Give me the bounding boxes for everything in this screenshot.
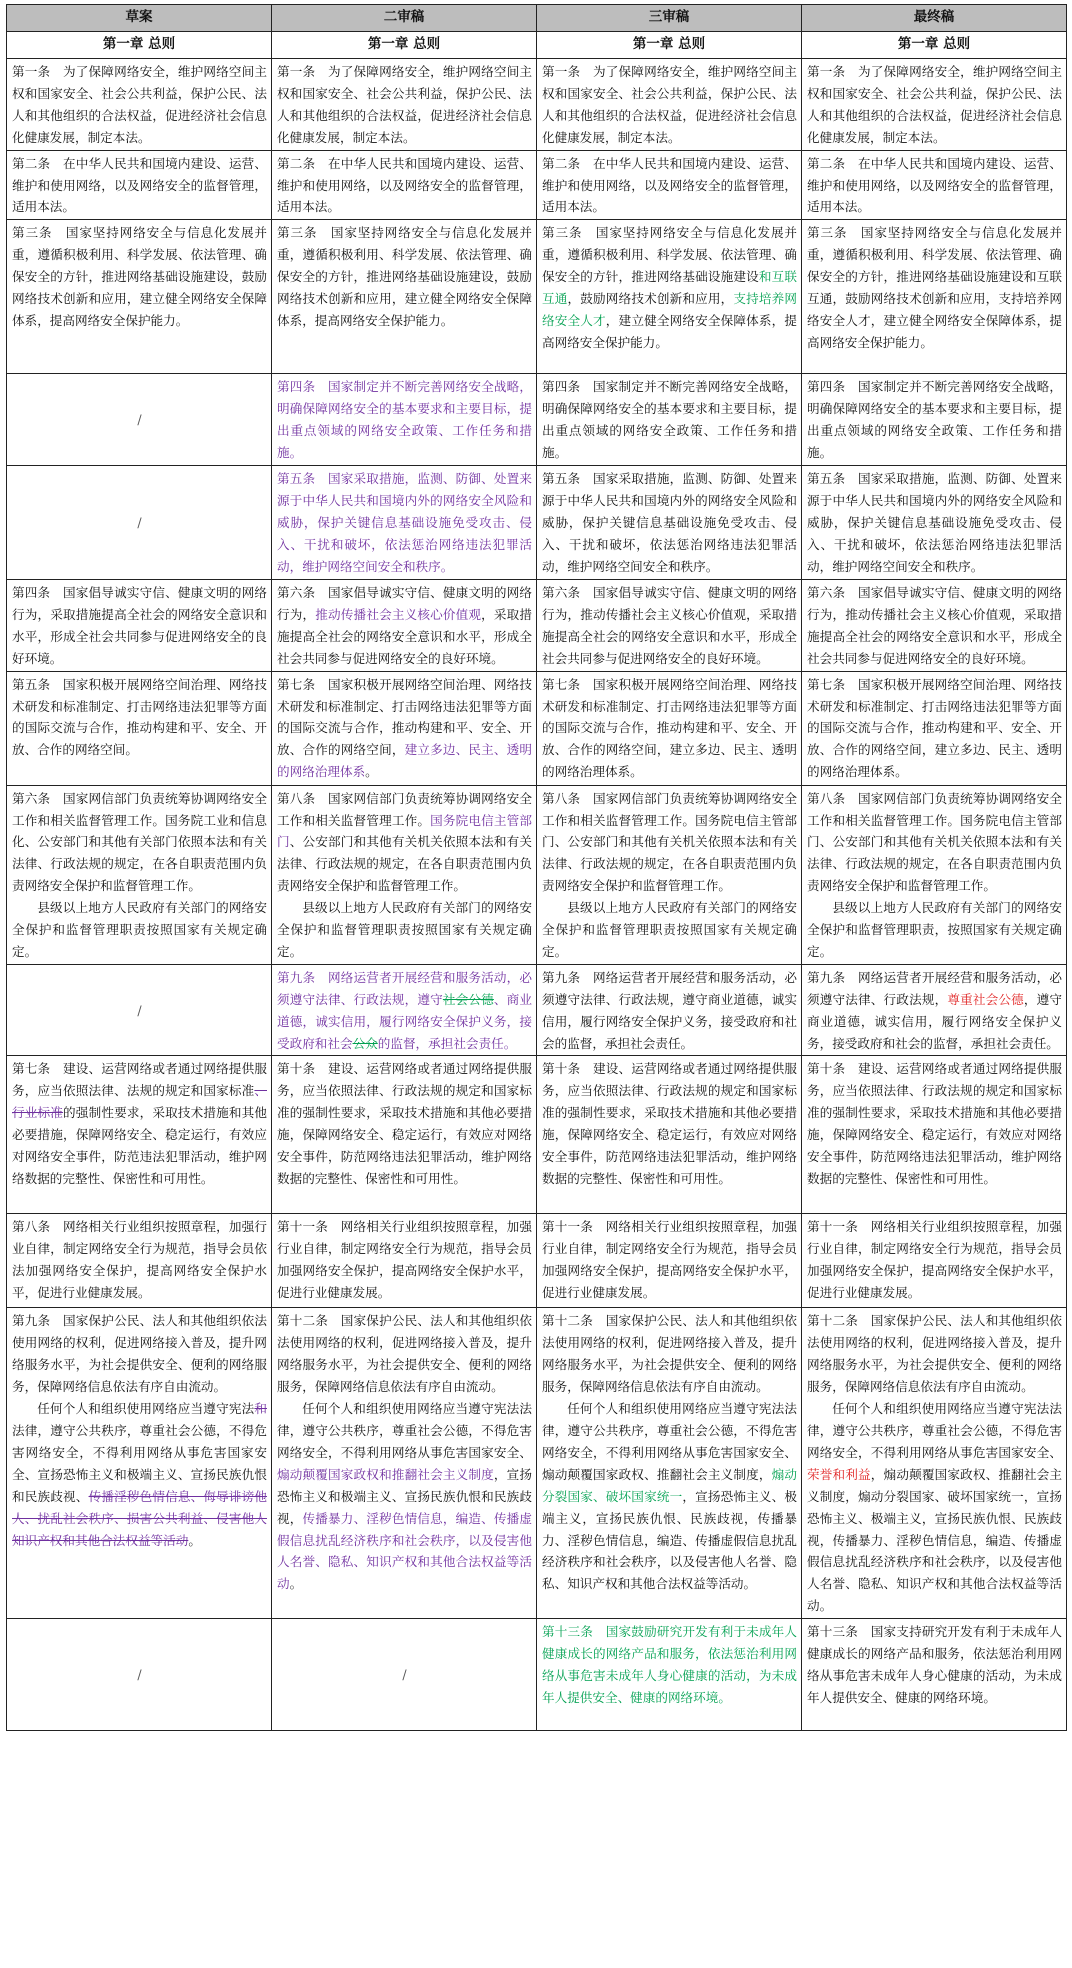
empty-cell-slash: / — [7, 1619, 272, 1731]
text-run: 县级以上地方人民政府有关部门的网络安全保护和监督管理职责按照国家有关规定确定。 — [12, 900, 267, 959]
article-paragraph — [542, 153, 797, 219]
cell-third — [537, 579, 802, 671]
highlighted-text: 传播暴力、淫秽色情信息，编造、传播虚假信息扰乱经济秩序和社会秩序，以及侵害他人名誉、隐私、知识产权和其他合法权益等活动 — [277, 1510, 533, 1592]
text-run: 第四条 国家制定并不断完善网络安全战略，明确保障网络安全的基本要求和主要目标，提出重点领域的网络安全政策、工作任务和措施。 — [807, 379, 1062, 461]
article-paragraph — [542, 897, 797, 963]
column-header-final: 最终稿 — [802, 5, 1067, 32]
text-run: 第一条 为了保障网络安全，维护网络空间主权和国家安全、社会公共利益，保护公民、法人和其他组织的合法权益，促进经济社会信息化健康发展，制定本法。 — [12, 64, 267, 145]
empty-cell-slash: / — [272, 1619, 537, 1731]
cell-final — [802, 671, 1067, 785]
highlighted-text: 传播淫秽色情信息、侮辱诽谤他人、扰乱社会秩序、损害公共利益、侵害他人知识产权和其他合法权益等活动 — [12, 1488, 268, 1548]
column-header-third-review: 三审稿 — [537, 5, 802, 32]
article-paragraph — [807, 1621, 1062, 1709]
highlighted-text: 、行业标准 — [12, 1083, 267, 1121]
cell-second — [272, 785, 537, 964]
cell-second — [272, 671, 537, 785]
article-paragraph — [542, 61, 797, 149]
highlighted-text: 第四条 国家制定并不断完善网络安全战略，明确保障网络安全的基本要求和主要目标，提出重点领域的网络安全政策、工作任务和措施。 — [277, 379, 532, 461]
text-run: 法律，遵守公共秩序，尊重社会公德，不得危害网络安全，不得利用网络从事危害国家安全、宣扬恐怖主义和极端主义、宣扬民族仇恨和民族歧视、 — [12, 1423, 267, 1504]
text-run: ，宣扬恐怖主义和极端主义、宣扬民族仇恨和民族歧视， — [277, 1466, 533, 1526]
text-run: 第二条 在中华人民共和国境内建设、运营、维护和使用网络，以及网络安全的监督管理，适用本法。 — [542, 155, 797, 215]
cell-draft — [7, 1308, 272, 1619]
text-run: 县级以上地方人民政府有关部门的网络安全保护和监督管理职责，按照国家有关规定确定。 — [807, 900, 1062, 959]
cell-third — [537, 1214, 802, 1308]
text-run: 第十一条 网络相关行业组织按照章程，加强行业自律，制定网络安全行为规范，指导会员加强网络安全保护，提高网络安全保护水平，促进行业健康发展。 — [277, 1219, 532, 1301]
text-run: 第三条 国家坚持网络安全与信息化发展并重，遵循积极利用、科学发展、依法管理、确保安全的方针，推进网络基础设施建设，鼓励网络技术创新和应用，建立健全网络安全保障体系，提高网络安全保护能力。 — [277, 225, 532, 328]
article-paragraph — [277, 1216, 532, 1304]
text-run: 第五条 国家采取措施，监测、防御、处置来源于中华人民共和国境内外的网络安全风险和威胁，保护关键信息基础设施免受攻击、侵入、干扰和破坏，依法惩治网络违法犯罪活动，维护网络空间安全和秩序。 — [542, 470, 797, 574]
cell-second — [272, 465, 537, 579]
text-run: 第八条 国家网信部门负责统筹协调网络安全工作和相关监督管理工作。 — [277, 790, 532, 828]
text-run: 第十条 建设、运营网络或者通过网络提供服务，应当依照法律、行政法规的规定和国家标准的强制性要求，采取技术措施和其他必要措施，保障网络安全、稳定运行，有效应对网络安全事件，防范网络违法犯罪活动，维护网络数据的完整性、保密性和可用性。 — [542, 1061, 797, 1186]
article-paragraph — [542, 582, 797, 670]
article-paragraph — [277, 967, 532, 1055]
text-run: 第五条 国家采取措施，监测、防御、处置来源于中华人民共和国境内外的网络安全风险和威胁，保护关键信息基础设施免受攻击、侵入、干扰和破坏，依法惩治网络违法犯罪活动，维护网络空间安全和秩序。 — [807, 470, 1062, 574]
text-run: 第八条 网络相关行业组织按照章程，加强行业自律，制定网络安全行为规范，指导会员依法加强网络安全保护，提高网络安全保护水平，促进行业健康发展。 — [12, 1219, 267, 1301]
article-paragraph — [542, 222, 797, 353]
empty-cell-slash: / — [7, 374, 272, 466]
text-run: 第九条 国家保护公民、法人和其他组织依法使用网络的权利，促进网络接入普及，提升网络服务水平，为社会提供安全、便利的网络服务，保障网络信息依法有序自由流动。 — [12, 1313, 267, 1395]
column-header-draft: 草案 — [7, 5, 272, 32]
text-run: 县级以上地方人民政府有关部门的网络安全保护和监督管理职责按照国家有关规定确定。 — [542, 900, 797, 959]
text-run: 第十二条 国家保护公民、法人和其他组织依法使用网络的权利，促进网络接入普及，提升网络服务水平，为社会提供安全、便利的网络服务，保障网络信息依法有序自由流动。 — [807, 1313, 1062, 1395]
cell-second — [272, 579, 537, 671]
article-paragraph — [277, 1398, 532, 1595]
article-paragraph — [12, 674, 267, 762]
text-run: 第十一条 网络相关行业组织按照章程，加强行业自律，制定网络安全行为规范，指导会员加强网络安全保护，提高网络安全保护水平，促进行业健康发展。 — [542, 1219, 797, 1301]
text-run: 第十条 建设、运营网络或者通过网络提供服务，应当依照法律、行政法规的规定和国家标准的强制性要求，采取技术措施和其他必要措施，保障网络安全、稳定运行，有效应对网络安全事件，防范网络违法犯罪活动，维护网络数据的完整性、保密性和可用性。 — [807, 1061, 1062, 1186]
article-paragraph — [542, 788, 797, 898]
article-paragraph — [807, 967, 1062, 1055]
text-run: 第一条 为了保障网络安全，维护网络空间主权和国家安全、社会公共利益，保护公民、法人和其他组织的合法权益，促进经济社会信息化健康发展，制定本法。 — [807, 64, 1062, 145]
cell-third — [537, 671, 802, 785]
cell-draft — [7, 220, 272, 374]
text-run: 第三条 国家坚持网络安全与信息化发展并重，遵循积极利用、科学发展、依法管理、确保安全的方针，推进网络基础设施建设 — [542, 225, 797, 285]
article-paragraph — [807, 222, 1062, 353]
highlighted-text: 、商业道德，诚实信用，履行网络安全保护义务，接受政府和社会 — [277, 991, 533, 1051]
law-comparison-document — [6, 4, 1066, 1731]
cell-third — [537, 785, 802, 964]
cell-final — [802, 964, 1067, 1056]
text-run: 第三条 国家坚持网络安全与信息化发展并重，遵循积极利用、科学发展、依法管理、确保安全的方针，推进网络基础设施建设，鼓励网络技术创新和应用，建立健全网络安全保障体系，提高网络安全保护能力。 — [12, 225, 267, 328]
text-run: 第一条 为了保障网络安全，维护网络空间主权和国家安全、社会公共利益，保护公民、法人和其他组织的合法权益，促进经济社会信息化健康发展，制定本法。 — [542, 64, 797, 145]
article-paragraph — [12, 222, 267, 332]
cell-final — [802, 1056, 1067, 1214]
cell-draft — [7, 150, 272, 220]
empty-cell-slash: / — [7, 964, 272, 1056]
article-paragraph — [807, 674, 1062, 784]
text-run: 第八条 国家网信部门负责统筹协调网络安全工作和相关监督管理工作。国务院电信主管部门、公安部门和其他有关机关依照本法和有关法律、行政法规的规定，在各自职责范围内负责网络安全保护和监督管理工作。 — [542, 790, 797, 894]
cell-draft — [7, 579, 272, 671]
text-run: ，宣扬恐怖主义、极端主义，宣扬民族仇恨、民族歧视，传播暴力、淫秽色情信息，编造、传播虚假信息扰乱经济秩序和社会秩序，以及侵害他人名誉、隐私、知识产权和其他合法权益等活动。 — [542, 1488, 798, 1592]
highlighted-text: 和 — [254, 1401, 267, 1417]
chapter-heading: 第一章 总则 — [272, 32, 537, 59]
text-run: 。 — [365, 764, 378, 780]
cell-draft — [7, 59, 272, 151]
article-row — [7, 785, 1067, 964]
highlighted-text: 和互联互通 — [542, 269, 798, 307]
chapter-heading: 第一章 总则 — [7, 32, 272, 59]
text-run: 。 — [289, 1576, 303, 1592]
cell-third — [537, 220, 802, 374]
cell-second — [272, 1214, 537, 1308]
text-run: 第三条 国家坚持网络安全与信息化发展并重，遵循积极利用、科学发展、依法管理、确保安全的方针，推进网络基础设施建设和互联互通，鼓励网络技术创新和应用，支持培养网络安全人才，建立健全网络安全保障体系，提高网络安全保护能力。 — [807, 225, 1062, 350]
cell-final — [802, 1308, 1067, 1619]
text-run: 第七条 国家积极开展网络空间治理、网络技术研发和标准制定、打击网络违法犯罪等方面的国际交流与合作，推动构建和平、安全、开放、合作的网络空间，建立多边、民主、透明的网络治理体系。 — [542, 676, 797, 780]
cell-final — [802, 1619, 1067, 1731]
text-run: 第四条 国家制定并不断完善网络安全战略，明确保障网络安全的基本要求和主要目标，提出重点领域的网络安全政策、工作任务和措施。 — [542, 379, 797, 461]
article-row — [7, 671, 1067, 785]
cell-final — [802, 1214, 1067, 1308]
article-paragraph — [277, 222, 532, 332]
article-paragraph — [12, 788, 267, 898]
article-row — [7, 374, 1067, 466]
text-run: 第五条 国家积极开展网络空间治理、网络技术研发和标准制定、打击网络违法犯罪等方面的国际交流与合作，推动构建和平、安全、开放、合作的网络空间。 — [12, 676, 267, 758]
text-run: ，鼓励网络技术创新和应用， — [567, 291, 734, 307]
article-paragraph — [12, 1398, 267, 1551]
article-paragraph — [277, 582, 532, 670]
highlighted-text: 荣誉和利益 — [807, 1466, 871, 1482]
cell-third — [537, 150, 802, 220]
cell-second — [272, 1308, 537, 1619]
article-row — [7, 150, 1067, 220]
text-run: 第九条 网络运营者开展经营和服务活动，必须遵守法律、行政法规，遵守商业道德，诚实信用，履行网络安全保护义务，接受政府和社会的监督，承担社会责任。 — [542, 969, 797, 1051]
article-paragraph — [542, 1058, 797, 1189]
cell-third — [537, 964, 802, 1056]
article-paragraph — [12, 1216, 267, 1304]
column-header-second-review: 二审稿 — [272, 5, 537, 32]
text-run: 任何个人和组织使用网络应当遵守宪法 — [37, 1401, 255, 1417]
highlighted-text: 建立多边、民主、透明的网络治理体系 — [277, 742, 533, 780]
article-paragraph — [807, 788, 1062, 898]
article-paragraph — [807, 582, 1062, 670]
article-paragraph — [807, 153, 1062, 219]
article-row — [7, 1308, 1067, 1619]
text-run: 第十二条 国家保护公民、法人和其他组织依法使用网络的权利，促进网络接入普及，提升网络服务水平，为社会提供安全、便利的网络服务，保障网络信息依法有序自由流动。 — [277, 1313, 532, 1395]
chapter-row — [7, 32, 1067, 59]
text-run: 县级以上地方人民政府有关部门的网络安全保护和监督管理职责按照国家有关规定确定。 — [277, 900, 532, 959]
text-run: 任何个人和组织使用网络应当遵守宪法法律，遵守公共秩序，尊重社会公德，不得危害网络安全，不得利用网络从事危害国家安全、 — [807, 1401, 1062, 1460]
article-paragraph — [12, 61, 267, 149]
text-run: 第一条 为了保障网络安全，维护网络空间主权和国家安全、社会公共利益，保护公民、法人和其他组织的合法权益，促进经济社会信息化健康发展，制定本法。 — [277, 64, 532, 145]
cell-final — [802, 465, 1067, 579]
highlighted-text: 国务院电信主管部门 — [277, 812, 533, 850]
cell-third — [537, 1056, 802, 1214]
article-row — [7, 1214, 1067, 1308]
article-row — [7, 964, 1067, 1056]
text-run: ，采取措施提高全社会的网络安全意识和水平，形成全社会共同参与促进网络安全的良好环境。 — [277, 606, 533, 666]
article-paragraph — [12, 897, 267, 963]
text-run: 第十二条 国家保护公民、法人和其他组织依法使用网络的权利，促进网络接入普及，提升网络服务水平，为社会提供安全、便利的网络服务，保障网络信息依法有序自由流动。 — [542, 1313, 797, 1395]
highlighted-text: 第十三条 国家鼓励研究开发有利于未成年人健康成长的网络产品和服务，依法惩治利用网络从事危害未成年人身心健康的活动，为未成年人提供安全、健康的网络环境。 — [542, 1624, 797, 1705]
cell-second — [272, 1056, 537, 1214]
cell-draft — [7, 671, 272, 785]
text-run: 第九条 网络运营者开展经营和服务活动，必须遵守法律、行政法规， — [807, 969, 1062, 1007]
cell-final — [802, 150, 1067, 220]
article-paragraph — [542, 1310, 797, 1398]
text-run: ，建立健全网络安全保障体系，提高网络安全保护能力。 — [542, 312, 798, 350]
text-run: 。 — [188, 1532, 201, 1548]
text-run: 第六条 国家倡导诚实守信、健康文明的网络行为， — [277, 584, 532, 622]
article-paragraph — [12, 153, 267, 219]
text-run: ，遵守商业道德，诚实信用，履行网络安全保护义务，接受政府和社会的监督，承担社会责任。 — [807, 991, 1063, 1051]
cell-final — [802, 220, 1067, 374]
article-row — [7, 1619, 1067, 1731]
text-run: 任何个人和组织使用网络应当遵守宪法法律，遵守公共秩序，尊重社会公德，不得危害网络安全，不得利用网络从事危害国家安全、 — [277, 1401, 532, 1460]
highlighted-text: 煽动分裂国家、破坏国家统一 — [542, 1466, 798, 1504]
article-paragraph — [277, 788, 532, 898]
text-run: 第十三条 国家支持研究开发有利于未成年人健康成长的网络产品和服务，依法惩治利用网络从事危害未成年人身心健康的活动，为未成年人提供安全、健康的网络环境。 — [807, 1624, 1062, 1705]
cell-second — [272, 150, 537, 220]
article-row — [7, 59, 1067, 151]
text-run: 第四条 国家倡导诚实守信、健康文明的网络行为，采取措施提高全社会的网络安全意识和水平，形成全社会共同参与促进网络安全的良好环境。 — [12, 584, 267, 666]
article-paragraph — [807, 1058, 1062, 1189]
article-paragraph — [542, 468, 797, 578]
highlighted-text: 公众 — [352, 1035, 378, 1051]
cell-draft — [7, 785, 272, 964]
article-paragraph — [277, 468, 532, 578]
text-run: 第七条 国家积极开展网络空间治理、网络技术研发和标准制定、打击网络违法犯罪等方面的国际交流与合作，推动构建和平、安全、开放、合作的网络空间，建立多边、民主、透明的网络治理体系。 — [807, 676, 1062, 780]
text-run: 第二条 在中华人民共和国境内建设、运营、维护和使用网络，以及网络安全的监督管理，适用本法。 — [277, 155, 532, 215]
chapter-heading: 第一章 总则 — [537, 32, 802, 59]
highlighted-text: 推动传播社会主义核心价值观 — [315, 606, 482, 622]
header-row — [7, 5, 1067, 32]
empty-cell-slash: / — [7, 465, 272, 579]
text-run: 第二条 在中华人民共和国境内建设、运营、维护和使用网络，以及网络安全的监督管理，适用本法。 — [12, 155, 267, 215]
text-run: ，煽动颠覆国家政权、推翻社会主义制度，煽动分裂国家、破坏国家统一，宣扬恐怖主义、极端主义，宣扬民族仇恨、民族歧视，传播暴力、淫秽色情信息，编造、传播虚假信息扰乱经济秩序和社会秩序，以及侵害他人名誉、隐私、知识产权和其他合法权益等活动。 — [807, 1466, 1063, 1614]
highlighted-text: 尊重社会公德 — [947, 991, 1024, 1007]
cell-draft — [7, 1214, 272, 1308]
text-run: 第十一条 网络相关行业组织按照章程，加强行业自律，制定网络安全行为规范，指导会员加强网络安全保护，提高网络安全保护水平，促进行业健康发展。 — [807, 1219, 1062, 1301]
article-paragraph — [807, 897, 1062, 963]
cell-second — [272, 220, 537, 374]
text-run: 、公安部门和其他有关机关依照本法和有关法律、行政法规的规定，在各自职责范围内负责网络安全保护和监督管理工作。 — [277, 834, 533, 894]
article-paragraph — [542, 674, 797, 784]
article-paragraph — [807, 468, 1062, 578]
text-run: 第七条 建设、运营网络或者通过网络提供服务，应当依照法律、法规的规定和国家标准 — [12, 1061, 267, 1099]
article-paragraph — [807, 376, 1062, 464]
text-run: 第十条 建设、运营网络或者通过网络提供服务，应当依照法律、行政法规的规定和国家标准的强制性要求，采取技术措施和其他必要措施，保障网络安全、稳定运行，有效应对网络安全事件，防范网络违法犯罪活动，维护网络数据的完整性、保密性和可用性。 — [277, 1061, 532, 1186]
cell-second — [272, 374, 537, 466]
cell-final — [802, 59, 1067, 151]
article-paragraph — [277, 376, 532, 464]
article-paragraph — [807, 1398, 1062, 1617]
article-paragraph — [277, 61, 532, 149]
article-paragraph — [807, 1310, 1062, 1398]
chapter-heading: 第一章 总则 — [802, 32, 1067, 59]
cell-final — [802, 374, 1067, 466]
article-paragraph — [807, 1216, 1062, 1304]
text-run: 第七条 国家积极开展网络空间治理、网络技术研发和标准制定、打击网络违法犯罪等方面的国际交流与合作，推动构建和平、安全、开放、合作的网络空间， — [277, 676, 532, 758]
text-run: 第六条 国家网信部门负责统筹协调网络安全工作和相关监督管理工作。国务院工业和信息化、公安部门和其他有关部门依照本法和有关法律、行政法规的规定，在各自职责范围内负责网络安全保护和监督管理工作。 — [12, 790, 267, 894]
article-paragraph — [12, 582, 267, 670]
article-paragraph — [277, 153, 532, 219]
article-row — [7, 220, 1067, 374]
article-paragraph — [542, 376, 797, 464]
article-paragraph — [542, 1216, 797, 1304]
cell-third — [537, 465, 802, 579]
text-run: 第六条 国家倡导诚实守信、健康文明的网络行为，推动传播社会主义核心价值观，采取措施提高全社会的网络安全意识和水平，形成全社会共同参与促进网络安全的良好环境。 — [807, 584, 1062, 666]
cell-second — [272, 59, 537, 151]
article-paragraph — [277, 897, 532, 963]
article-paragraph — [277, 674, 532, 784]
article-paragraph — [542, 967, 797, 1055]
text-run: 第六条 国家倡导诚实守信、健康文明的网络行为，推动传播社会主义核心价值观，采取措施提高全社会的网络安全意识和水平，形成全社会共同参与促进网络安全的良好环境。 — [542, 584, 797, 666]
cell-final — [802, 785, 1067, 964]
article-row — [7, 1056, 1067, 1214]
cell-draft — [7, 1056, 272, 1214]
highlighted-text: 社会公德 — [442, 991, 494, 1007]
cell-final — [802, 579, 1067, 671]
article-paragraph — [12, 1310, 267, 1398]
article-paragraph — [807, 61, 1062, 149]
cell-third — [537, 59, 802, 151]
text-run: 第八条 国家网信部门负责统筹协调网络安全工作和相关监督管理工作。国务院电信主管部门、公安部门和其他有关机关依照本法和有关法律、行政法规的规定，在各自职责范围内负责网络安全保护和监督管理工作。 — [807, 790, 1062, 894]
highlighted-text: 第九条 网络运营者开展经营和服务活动，必须遵守法律、行政法规，遵守 — [277, 969, 532, 1007]
comparison-table — [6, 4, 1067, 1731]
cell-third — [537, 1308, 802, 1619]
article-paragraph — [542, 1398, 797, 1595]
article-row — [7, 579, 1067, 671]
highlighted-text: 煽动颠覆国家政权和推翻社会主义制度 — [277, 1466, 494, 1482]
article-paragraph — [277, 1310, 532, 1398]
article-paragraph — [542, 1621, 797, 1709]
text-run: 第二条 在中华人民共和国境内建设、运营、维护和使用网络，以及网络安全的监督管理，适用本法。 — [807, 155, 1062, 215]
highlighted-text: 支持培养网络安全人才 — [542, 291, 798, 328]
highlighted-text: 第五条 国家采取措施，监测、防御、处置来源于中华人民共和国境内外的网络安全风险和威胁，保护关键信息基础设施免受攻击、侵入、干扰和破坏，依法惩治网络违法犯罪活动，维护网络空间安全和秩序。 — [277, 470, 532, 574]
article-paragraph — [12, 1058, 267, 1189]
text-run: 任何个人和组织使用网络应当遵守宪法法律，遵守公共秩序，尊重社会公德，不得危害网络安全，不得利用网络从事危害国家安全、煽动颠覆国家政权、推翻社会主义制度， — [542, 1401, 797, 1482]
article-row — [7, 465, 1067, 579]
highlighted-text: 的监督，承担社会责任。 — [377, 1035, 517, 1051]
cell-second — [272, 964, 537, 1056]
article-paragraph — [277, 1058, 532, 1189]
cell-third — [537, 374, 802, 466]
text-run: 的强制性要求，采取技术措施和其他必要措施，保障网络安全、稳定运行，有效应对网络安全事件，防范违法犯罪活动，维护网络数据的完整性、保密性和可用性。 — [12, 1105, 268, 1186]
cell-third — [537, 1619, 802, 1731]
